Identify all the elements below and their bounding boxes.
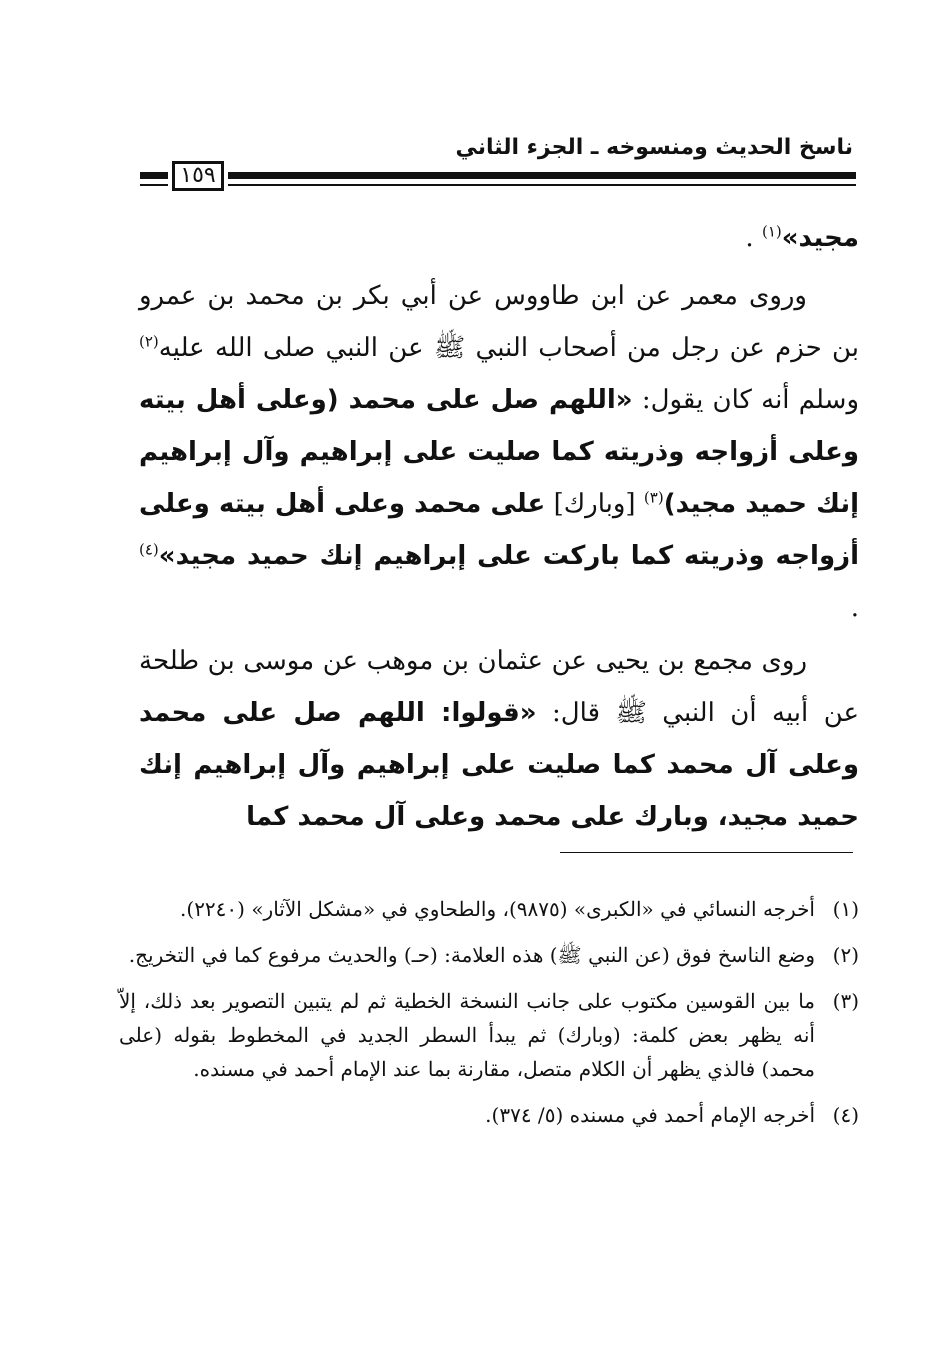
footnote-number: (٣): [832, 989, 859, 1013]
footnotes: [119, 892, 859, 1144]
footnote-number: (٢): [832, 943, 859, 967]
footnote-text: وضع الناسخ فوق (عن النبي ﷺ) هذه العلامة: (حـ) والحديث مرفوع كما في التخريج.: [128, 943, 815, 967]
narration-text: وسلم أنه كان يقول:: [632, 385, 860, 415]
paragraph-hadith-2: [139, 635, 859, 843]
footnote: [119, 984, 859, 1086]
punctuation: .: [850, 593, 859, 623]
footnote-text: أخرجه الإمام أحمد في مسنده (٥/ ٣٧٤).: [485, 1103, 815, 1127]
narration-text: روى مجمع بن يحيى عن عثمان بن موهب عن موسى بن طلحة عن أبيه أن النبي ﷺ قال:: [139, 646, 860, 728]
running-header-title: ناسخ الحديث ومنسوخه ـ الجزء الثاني: [455, 135, 853, 160]
header-rule-left-thin: [140, 184, 168, 186]
narration-text: وروى معمر عن ابن طاووس عن أبي بكر بن محمد بن عمرو بن حزم عن رجل من أصحاب النبي ﷺ عن النبي صلى الله عليه: [139, 281, 859, 363]
footnote-text: ما بين القوسين مكتوب على جانب النسخة الخطية ثم لم يتبين التصوير بعد ذلك، إلاّ أنه يظهر بعض كلمة: (وبارك) ثم يبدأ السطر الجديد في المخطوط بقوله (على محمد) فالذي يظهر أن الكلام متصل، مقارنة بما عند الإمام أحمد في مسنده.: [119, 989, 815, 1081]
footnote-separator: [560, 852, 853, 853]
hadith-text: «اللهم صل على محمد (وعلى أهل بيته وعلى أزواجه وذريته كما صليت على إبراهيم وآل إبراهيم إنك حميد مجيد): [139, 385, 860, 519]
hadith-text: على محمد وعلى أهل بيته وعلى أزواجه وذريته كما باركت على إبراهيم إنك حميد مجيد»: [139, 489, 859, 571]
footnote-ref: (٣): [643, 488, 664, 507]
footnote-ref: (٢): [139, 332, 159, 351]
footnote: [119, 938, 859, 972]
punctuation: .: [745, 223, 762, 253]
footnote-text: أخرجه النسائي في «الكبرى» (٩٨٧٥)، والطحاوي في «مشكل الآثار» (٢٢٤٠).: [180, 897, 815, 921]
footnote-ref: (١): [761, 222, 782, 241]
header-rule-thin: [228, 184, 856, 186]
page-number: ١٥٩: [172, 161, 224, 191]
bold-text: مجيد»: [781, 223, 859, 253]
header-rule: [228, 172, 856, 179]
footnote: [119, 892, 859, 926]
footnote: [119, 1098, 859, 1132]
bracketed-word: [وبارك]: [545, 489, 644, 519]
header-rule-left: [140, 172, 168, 179]
paragraph-continuation: [139, 212, 859, 264]
paragraph-hadith-1: [139, 270, 859, 634]
hadith-text: «قولوا: اللهم صل على محمد وعلى آل محمد كما صليت على إبراهيم وآل إبراهيم إنك حميد مجيد، وبارك على محمد وعلى آل محمد كما: [139, 698, 859, 832]
footnote-number: (٤): [832, 1103, 859, 1127]
footnote-ref: (٤): [139, 540, 159, 559]
footnote-number: (١): [832, 897, 859, 921]
